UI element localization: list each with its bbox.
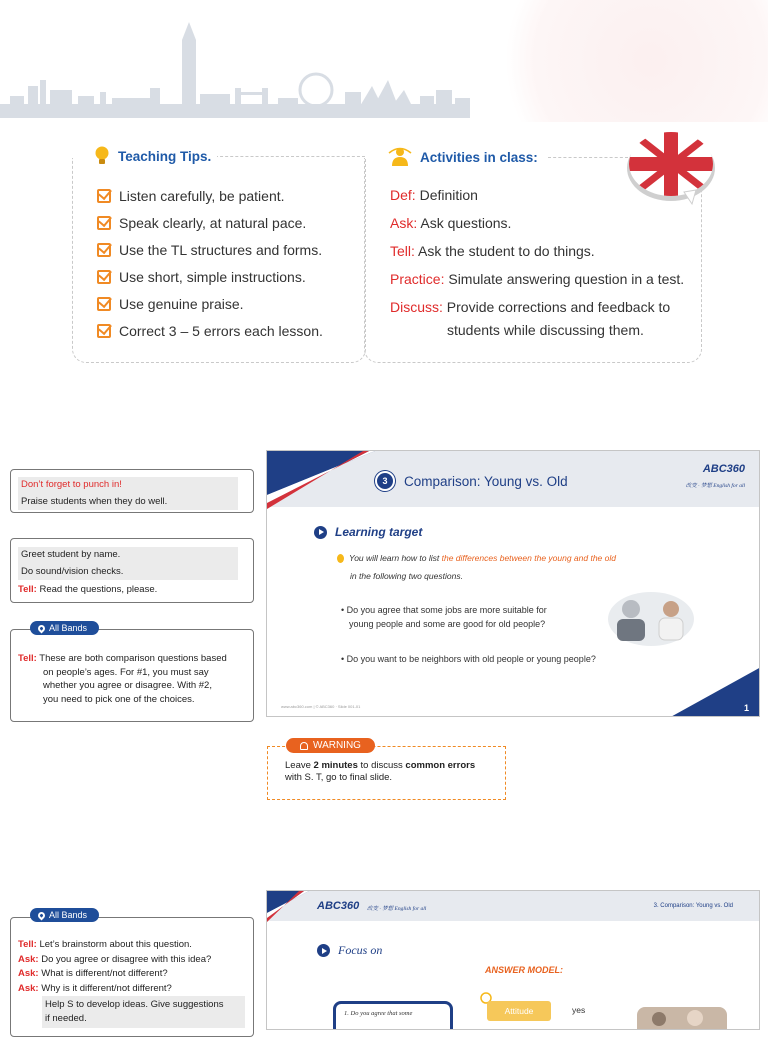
activity-key: Discuss: <box>390 299 443 315</box>
divider <box>215 156 365 157</box>
attitude-value: yes <box>572 1005 586 1015</box>
brand-logo: ABC360 <box>702 463 745 475</box>
list-item <box>390 240 710 263</box>
activity-key: Ask: <box>390 215 418 231</box>
checkbox-icon <box>97 189 111 203</box>
list-item <box>97 317 323 344</box>
brainstorm-note <box>10 917 254 1037</box>
list-item <box>390 296 710 342</box>
people-photo <box>607 589 695 647</box>
row-key: Ask: <box>18 982 39 994</box>
section-heading <box>314 525 422 539</box>
badge-label: All Bands <box>49 910 88 920</box>
section-title: Focus on <box>338 943 383 957</box>
tell-text: These are both comparison questions based <box>39 653 227 664</box>
list-item <box>97 182 323 209</box>
note-line: you need to pick one of the choices. <box>43 693 195 705</box>
question-line: • Do you agree that some jobs are more suitable for <box>341 605 547 615</box>
note-line: Greet student by name. <box>18 547 238 564</box>
note-line: whether you agree or disagree. With #2, <box>43 680 212 691</box>
attitude-tag: Attitude <box>487 1001 551 1021</box>
activity-text: Ask the student to do things. <box>418 243 595 259</box>
row-text: Do you agree or disagree with this idea? <box>41 953 212 965</box>
teaching-tips-list <box>97 182 323 344</box>
list-item <box>390 212 710 235</box>
list-item <box>97 290 323 317</box>
activity-text: Simulate answering question in a test. <box>448 271 685 287</box>
lightbulb-icon <box>337 554 344 563</box>
tip-text: Correct 3 – 5 errors each lesson. <box>119 322 323 339</box>
greeting-note <box>10 538 254 603</box>
list-item <box>97 209 323 236</box>
tell-line <box>18 584 238 596</box>
tell-key: Tell: <box>18 653 37 664</box>
bell-icon <box>300 742 308 750</box>
section-title: Learning target <box>335 525 423 539</box>
all-bands-badge <box>30 621 99 635</box>
tip-text: Use short, simple instructions. <box>119 268 306 285</box>
list-item <box>97 236 323 263</box>
skyline-illustration <box>0 0 768 122</box>
note-row <box>18 982 245 997</box>
activity-key: Tell: <box>390 243 415 259</box>
tell-text: Read the questions, please. <box>39 584 158 595</box>
teaching-tips-title: Teaching Tips. <box>118 148 212 164</box>
row-key: Tell: <box>18 939 37 950</box>
activities-header <box>388 147 544 167</box>
row-text: Let’s brainstorm about this question. <box>39 939 192 950</box>
question-line: young people and some are good for old people? <box>349 619 546 629</box>
intro-highlight: the differences between the young and the old <box>441 553 616 563</box>
help-hint <box>42 996 245 1028</box>
teaching-tips-header <box>94 146 217 166</box>
row-text: What is different/not different? <box>41 968 168 979</box>
play-circle-icon <box>317 944 330 957</box>
checkbox-icon <box>97 243 111 257</box>
location-pin-icon <box>37 910 47 920</box>
slide-footer: www.abc360.com | © ABC360 · Slide 001-01 <box>281 704 361 709</box>
list-item <box>390 268 710 291</box>
brand-tagline: 改变 · 梦想 English for all <box>367 906 427 912</box>
section-heading <box>317 943 382 958</box>
warning-text-part: to discuss <box>357 760 406 771</box>
question-text: 1. Do you agree that some <box>344 1010 413 1017</box>
brand-tagline: 改变 · 梦想 English for all <box>685 483 745 489</box>
list-item <box>97 263 323 290</box>
activities-title: Activities in class: <box>420 149 538 165</box>
slide-title: Comparison: Young vs. Old <box>404 473 568 489</box>
warning-text <box>285 760 475 784</box>
activities-list <box>390 184 710 347</box>
brand-logo: ABC360 <box>317 900 360 912</box>
warning-label: WARNING <box>313 740 361 751</box>
note-row <box>18 953 245 968</box>
slide-title-row <box>375 471 568 491</box>
intro-text: in the following two questions. <box>350 571 463 581</box>
question-card <box>333 1001 453 1030</box>
tell-key: Tell: <box>18 584 37 595</box>
reminder-note <box>10 469 254 513</box>
punch-in-reminder: Don’t forget to punch in! <box>18 477 238 494</box>
location-pin-icon <box>37 623 47 633</box>
breadcrumb: 3. Comparison: Young vs. Old <box>653 903 733 909</box>
intro-text: You will learn how to list <box>349 553 442 563</box>
row-key: Ask: <box>18 968 39 979</box>
checkbox-icon <box>97 216 111 230</box>
activity-key: Practice: <box>390 271 445 287</box>
all-bands-badge <box>30 908 99 922</box>
activity-text: students while discussing them. <box>447 322 644 338</box>
page-number: 1 <box>743 703 749 713</box>
activity-key: Def: <box>390 187 416 203</box>
slide-1 <box>266 450 760 717</box>
question-1 <box>341 603 547 631</box>
slide-corner-stripes <box>267 451 377 511</box>
checkbox-icon <box>97 270 111 284</box>
row-key: Ask: <box>18 953 39 965</box>
warning-text-part: with S. T, go to final slide. <box>285 772 393 783</box>
help-text: if needed. <box>45 1013 87 1024</box>
activity-text: Provide corrections and feedback to <box>446 299 671 315</box>
warning-emphasis: 2 minutes <box>313 760 358 771</box>
note-line: on people’s ages. For #1, you must say <box>43 666 209 678</box>
divider <box>548 157 628 158</box>
tip-text: Use the TL structures and forms. <box>119 241 323 258</box>
note-row <box>18 938 245 953</box>
play-circle-icon <box>314 526 327 539</box>
learning-intro <box>337 549 616 585</box>
tip-text: Use genuine praise. <box>119 295 244 312</box>
checkbox-icon <box>97 324 111 338</box>
people-photo <box>637 1003 727 1030</box>
warning-emphasis: common errors <box>405 760 476 771</box>
note-line: Do sound/vision checks. <box>18 564 238 581</box>
lesson-number-badge: 3 <box>375 471 395 491</box>
answer-model-label: ANSWER MODEL: <box>485 965 563 975</box>
note-row <box>18 967 245 982</box>
lightbulb-icon <box>94 146 110 166</box>
warning-badge <box>286 738 375 753</box>
all-bands-note <box>10 629 254 722</box>
tell-line <box>18 652 245 666</box>
help-text: Help S to develop ideas. Give suggestions <box>45 999 224 1010</box>
tip-text: Speak clearly, at natural pace. <box>119 214 307 231</box>
activity-text: Definition <box>419 187 478 203</box>
badge-label: All Bands <box>49 623 88 633</box>
question-2: • Do you want to be neighbors with old people or young people? <box>341 654 596 664</box>
people-icon <box>388 147 412 167</box>
checkbox-icon <box>97 297 111 311</box>
page-header <box>0 0 768 122</box>
tip-text: Listen carefully, be patient. <box>119 187 285 204</box>
list-item <box>390 184 710 207</box>
praise-reminder: Praise students when they do well. <box>18 494 238 511</box>
activity-text: Ask questions. <box>420 215 512 231</box>
row-text: Why is it different/not different? <box>41 982 172 994</box>
slide-2 <box>266 890 760 1030</box>
warning-text-part: Leave <box>285 760 314 771</box>
